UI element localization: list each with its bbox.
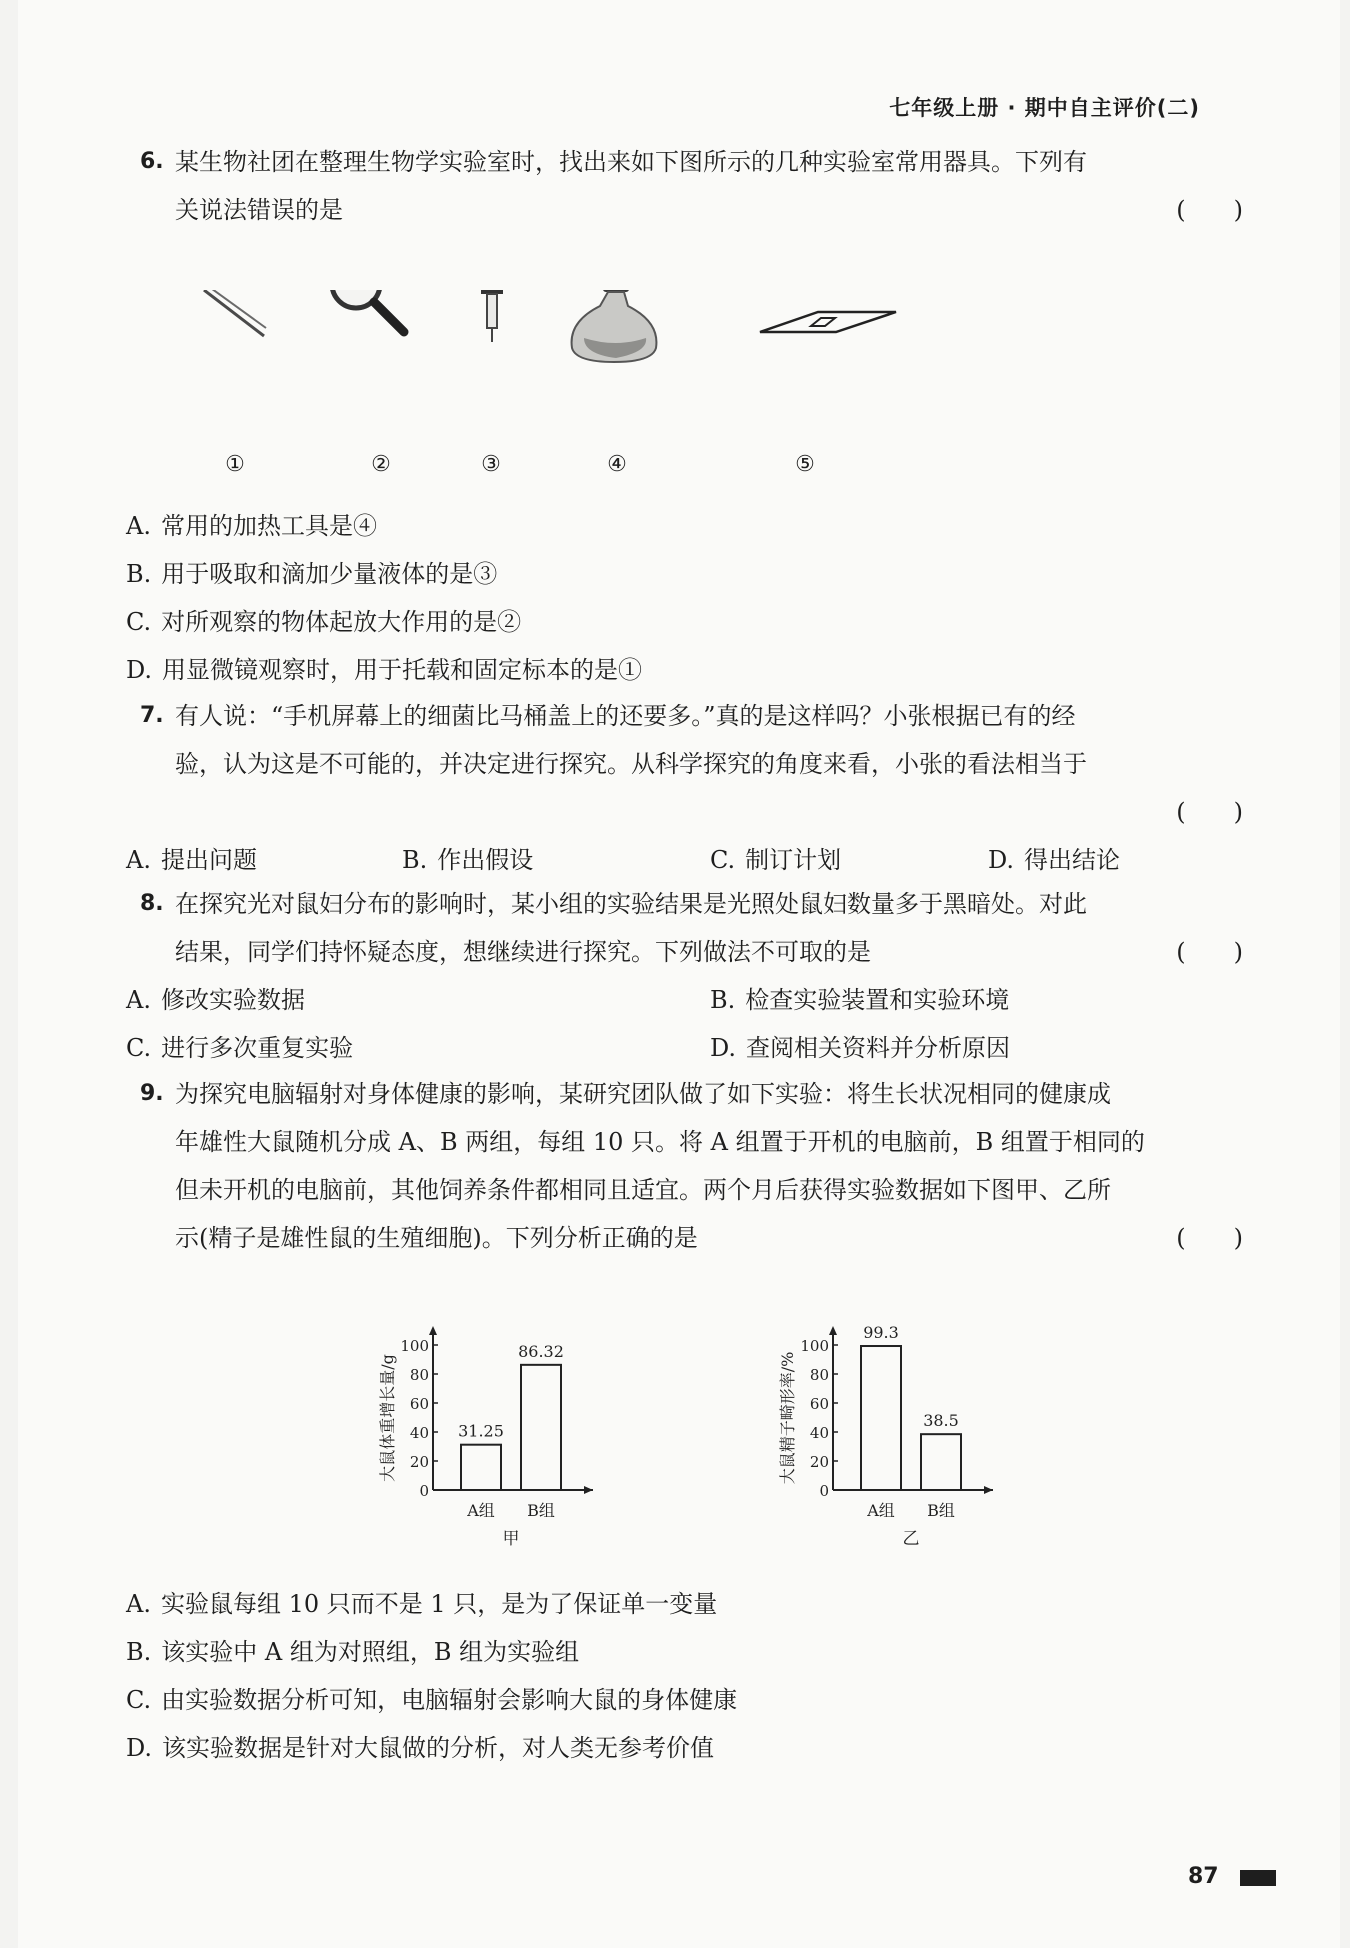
question-stem-line bbox=[143, 186, 1243, 234]
page-header-title: 七年级上册 · 期中自主评价(二) bbox=[889, 96, 1200, 120]
option-c: C. 进行多次重复实验 bbox=[126, 1034, 354, 1062]
tool-label: ① bbox=[225, 452, 245, 477]
option-a: A. 提出问题 bbox=[126, 846, 257, 874]
answer-paren: ( ) bbox=[1176, 1224, 1243, 1252]
y-tick-label: 20 bbox=[809, 1453, 829, 1471]
bar bbox=[861, 1346, 901, 1490]
option-a: A. 实验鼠每组 10 只而不是 1 只，是为了保证单一变量 bbox=[126, 1590, 718, 1618]
answer-paren: ( ) bbox=[1176, 798, 1243, 826]
bar-value-label: 31.25 bbox=[458, 1421, 504, 1441]
page-number-bar bbox=[1240, 1870, 1276, 1886]
question-stem-text: 结果，同学们持怀疑态度，想继续进行探究。下列做法不可取的是 bbox=[175, 938, 871, 966]
page-number: 87 bbox=[1188, 1864, 1219, 1889]
chart-yi bbox=[748, 1280, 1048, 1560]
question-stem-line bbox=[143, 788, 1243, 836]
answer-paren: ( ) bbox=[1176, 938, 1243, 966]
y-tick-label: 80 bbox=[809, 1366, 829, 1384]
bar bbox=[921, 1434, 961, 1490]
answer-paren: ( ) bbox=[1176, 196, 1243, 224]
y-axis-arrow bbox=[829, 1326, 837, 1335]
option-d: D. 该实验数据是针对大鼠做的分析，对人类无参考价值 bbox=[126, 1734, 715, 1762]
bar bbox=[521, 1365, 561, 1490]
chart-caption: 甲 bbox=[502, 1529, 520, 1549]
y-tick-label: 40 bbox=[409, 1424, 429, 1442]
y-axis-label: 大鼠体重增长量/g bbox=[378, 1354, 397, 1482]
question-stem-line: 年雄性大鼠随机分成 A、B 两组，每组 10 只。将 A 组置于开机的电脑前，B 组置于相同的 bbox=[175, 1128, 1145, 1156]
tweezers-icon bbox=[201, 290, 266, 336]
question-6 bbox=[140, 138, 1243, 234]
option-b: B. 该实验中 A 组为对照组，B 组为实验组 bbox=[126, 1638, 580, 1666]
question-8 bbox=[140, 880, 1243, 976]
question-stem-line: 在探究光对鼠妇分布的影响时，某小组的实验结果是光照处鼠妇数量多于黑暗处。对此 bbox=[175, 890, 1087, 918]
slide-icon bbox=[760, 312, 896, 332]
option-b: B. 作出假设 bbox=[402, 846, 534, 874]
y-tick-label: 80 bbox=[409, 1366, 429, 1384]
option-a: A. 修改实验数据 bbox=[126, 986, 305, 1014]
x-category-label: B组 bbox=[927, 1501, 955, 1520]
y-tick-label: 0 bbox=[819, 1482, 829, 1500]
x-category-label: A组 bbox=[867, 1501, 895, 1520]
chart-caption: 乙 bbox=[902, 1529, 920, 1549]
y-tick-label: 20 bbox=[409, 1453, 429, 1471]
option-c: C. 对所观察的物体起放大作用的是② bbox=[126, 608, 522, 636]
question-stem-line: 为探究电脑辐射对身体健康的影响，某研究团队做了如下实验：将生长状况相同的健康成 bbox=[175, 1080, 1111, 1108]
alcohol-lamp-icon bbox=[572, 290, 657, 362]
question-number: 7. bbox=[140, 703, 164, 728]
page bbox=[18, 0, 1340, 1948]
question-number: 9. bbox=[140, 1081, 164, 1106]
question-stem-line bbox=[143, 1214, 1243, 1262]
question-stem-line bbox=[143, 928, 1243, 976]
lab-tools-figure bbox=[18, 290, 1340, 450]
question-stem-line: 某生物社团在整理生物学实验室时，找出来如下图所示的几种实验室常用器具。下列有 bbox=[175, 148, 1087, 176]
magnifier-icon bbox=[332, 290, 404, 332]
x-axis-arrow bbox=[584, 1486, 593, 1494]
x-category-label: B组 bbox=[527, 1501, 555, 1520]
question-number: 6. bbox=[140, 149, 164, 174]
question-7 bbox=[140, 692, 1243, 836]
tool-label: ③ bbox=[481, 452, 501, 477]
y-tick-label: 100 bbox=[800, 1337, 829, 1355]
question-stem-line: 但未开机的电脑前，其他饲养条件都相同且适宜。两个月后获得实验数据如下图甲、乙所 bbox=[175, 1176, 1111, 1204]
chart-jia bbox=[348, 1280, 648, 1560]
question-stem-line: 验，认为这是不可能的，并决定进行探究。从科学探究的角度来看，小张的看法相当于 bbox=[175, 750, 1087, 778]
bar-value-label: 38.5 bbox=[923, 1411, 959, 1431]
y-tick-label: 60 bbox=[409, 1395, 429, 1413]
y-tick-label: 40 bbox=[809, 1424, 829, 1442]
option-d: D. 得出结论 bbox=[988, 846, 1121, 874]
bar-value-label: 86.32 bbox=[518, 1341, 564, 1361]
y-tick-label: 100 bbox=[400, 1337, 429, 1355]
option-a: A. 常用的加热工具是④ bbox=[126, 512, 377, 540]
tool-label: ② bbox=[371, 452, 391, 477]
option-c: C. 由实验数据分析可知，电脑辐射会影响大鼠的身体健康 bbox=[126, 1686, 738, 1714]
option-b: B. 检查实验装置和实验环境 bbox=[710, 986, 1010, 1014]
y-axis-arrow bbox=[429, 1326, 437, 1335]
question-number: 8. bbox=[140, 891, 164, 916]
y-tick-label: 60 bbox=[809, 1395, 829, 1413]
question-9 bbox=[140, 1070, 1243, 1262]
question-stem-text: 关说法错误的是 bbox=[175, 196, 343, 224]
x-category-label: A组 bbox=[467, 1501, 495, 1520]
question-stem-text: 示(精子是雄性鼠的生殖细胞)。下列分析正确的是 bbox=[175, 1224, 698, 1252]
bar bbox=[461, 1445, 501, 1490]
y-axis-label: 大鼠精子畸形率/% bbox=[778, 1351, 797, 1485]
tool-label: ④ bbox=[607, 452, 627, 477]
option-d: D. 查阅相关资料并分析原因 bbox=[710, 1034, 1011, 1062]
option-c: C. 制订计划 bbox=[710, 846, 842, 874]
tool-label: ⑤ bbox=[795, 452, 815, 477]
option-d: D. 用显微镜观察时，用于托载和固定标本的是① bbox=[126, 656, 643, 684]
option-b: B. 用于吸取和滴加少量液体的是③ bbox=[126, 560, 498, 588]
dropper-icon bbox=[481, 290, 503, 342]
x-axis-arrow bbox=[984, 1486, 993, 1494]
y-tick-label: 0 bbox=[419, 1482, 429, 1500]
bar-value-label: 99.3 bbox=[863, 1323, 899, 1343]
question-stem-line: 有人说：“手机屏幕上的细菌比马桶盖上的还要多。”真的是这样吗？小张根据已有的经 bbox=[175, 702, 1076, 730]
